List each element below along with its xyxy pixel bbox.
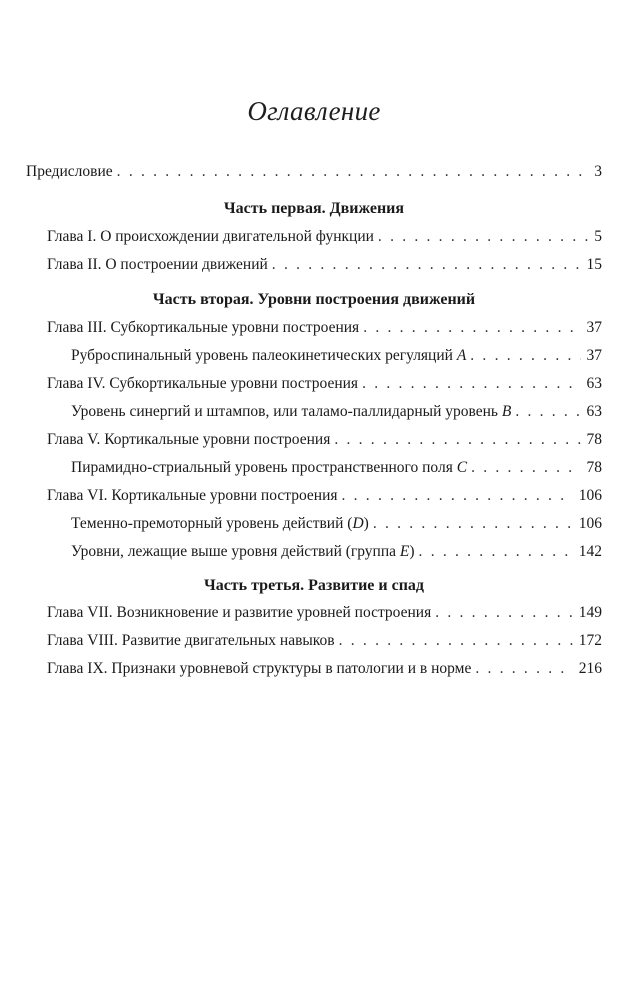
level-letter: A	[456, 347, 467, 364]
toc-entry-chapter-4[interactable]	[47, 374, 602, 394]
toc-entry-label: Глава VIII. Развитие двигательных навыков	[47, 632, 335, 649]
dot-leader	[373, 514, 573, 534]
dot-leader	[378, 227, 588, 247]
part-heading: Часть третья. Развитие и спад	[203, 577, 425, 594]
toc-page-number: 37	[586, 347, 602, 364]
toc-entry-label: Глава IV. Субкортикальные уровни построения	[47, 375, 359, 392]
toc-entry-label: Глава II. О построении движений	[47, 256, 268, 273]
toc-entry-chapter-5[interactable]	[47, 430, 602, 450]
dot-leader	[363, 318, 580, 338]
level-letter: E	[399, 543, 410, 560]
toc-entry-label: Глава III. Субкортикальные уровни построения	[47, 319, 360, 336]
toc-entry-label: Глава VI. Кортикальные уровни построения	[47, 487, 338, 504]
level-letter: B	[501, 403, 512, 420]
toc-entry-label: Уровни, лежащие выше уровня действий (группа E)	[71, 543, 415, 560]
level-letter: D	[352, 515, 364, 532]
dot-leader	[435, 603, 573, 623]
toc-page-number: 78	[586, 459, 602, 476]
part-heading: Часть первая. Движения	[223, 200, 405, 217]
toc-page-number: 106	[578, 487, 602, 504]
toc-entry-chapter-3[interactable]	[47, 318, 602, 338]
toc-page-number: 149	[578, 604, 602, 621]
dot-leader	[470, 346, 580, 366]
toc-entry-label: Глава IX. Признаки уровневой структуры в патологии и в норме	[47, 660, 472, 677]
toc-page-number: 78	[586, 431, 602, 448]
dot-leader	[515, 402, 580, 422]
dot-leader	[362, 374, 580, 394]
toc-page-number: 216	[578, 660, 602, 677]
toc-entry-label: Глава VII. Возникновение и развитие уровней построения	[47, 604, 432, 621]
toc-entry-chapter-2[interactable]	[47, 255, 602, 275]
toc-page-number: 63	[586, 403, 602, 420]
dot-leader	[117, 162, 589, 182]
level-letter: C	[456, 459, 468, 476]
toc-entry-chapter-6[interactable]	[47, 486, 602, 506]
toc-entry-label: Предисловие	[26, 163, 113, 180]
page-title: Оглавление	[247, 96, 381, 126]
toc-page-number: 5	[594, 228, 602, 245]
dot-leader	[419, 542, 573, 562]
toc-page-number: 106	[578, 515, 602, 532]
toc-page-number: 172	[578, 632, 602, 649]
dot-leader	[471, 458, 580, 478]
toc-page-number: 142	[578, 543, 602, 560]
toc-entry-level-d[interactable]	[71, 514, 602, 534]
toc-entry-level-e[interactable]	[71, 542, 602, 562]
toc-entry-label: Теменно-премоторный уровень действий (D)	[71, 515, 369, 532]
part-heading: Часть вторая. Уровни построения движений	[152, 291, 476, 308]
dot-leader	[272, 255, 581, 275]
toc-entry-preface[interactable]	[26, 162, 602, 182]
toc-entry-label: Глава I. О происхождении двигательной функции	[47, 228, 374, 245]
toc-page-number: 15	[586, 256, 602, 273]
toc-entry-level-a[interactable]	[71, 346, 602, 366]
toc-entry-label: Уровень синергий и штампов, или таламо-паллидарный уровень B	[71, 403, 512, 420]
toc-entry-chapter-8[interactable]	[47, 631, 602, 651]
toc-page-number: 63	[586, 375, 602, 392]
dot-leader	[339, 631, 573, 651]
toc-entry-chapter-1[interactable]	[47, 227, 602, 247]
toc-entry-label: Пирамидно-стриальный уровень пространственного поля C	[71, 459, 468, 476]
dot-leader	[475, 659, 572, 679]
toc-entry-level-b[interactable]	[71, 402, 602, 422]
toc-entry-level-c[interactable]	[71, 458, 602, 478]
dot-leader	[342, 486, 573, 506]
toc-entry-chapter-7[interactable]	[47, 603, 602, 623]
dot-leader	[334, 430, 580, 450]
toc-entry-label: Глава V. Кортикальные уровни построения	[47, 431, 331, 448]
toc-entry-chapter-9[interactable]	[47, 659, 602, 679]
toc-page-number: 37	[586, 319, 602, 336]
toc-entry-label: Руброспинальный уровень палеокинетических регуляций A	[71, 347, 467, 364]
toc-page-number: 3	[594, 163, 602, 180]
